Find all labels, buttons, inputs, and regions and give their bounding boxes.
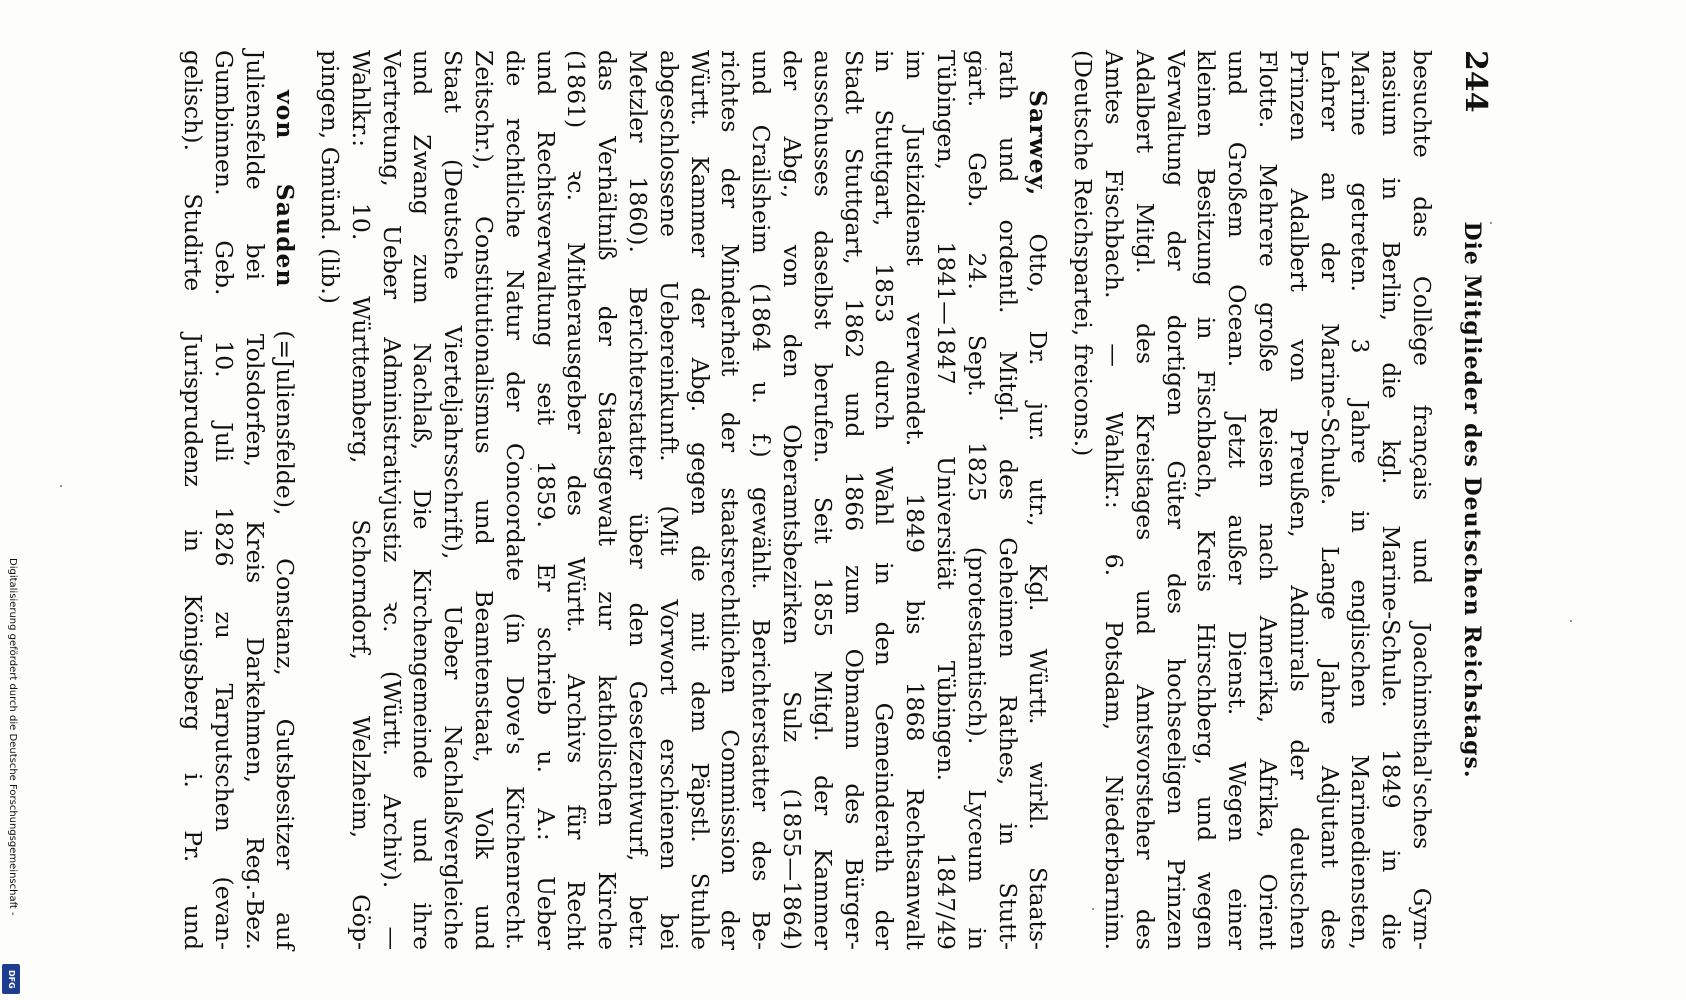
text-line: in Stuttgart, 1853 durch Wahl in den Gemeinderath der	[870, 50, 899, 950]
text-line: pingen, Gmünd. (lib.)	[316, 50, 345, 304]
text-line: richtes der Minderheit der staatsrechtlichen Commission der	[716, 50, 745, 950]
entry-heading-line	[270, 50, 301, 950]
dfg-logo	[2, 964, 20, 994]
entry-name: von Sauden	[271, 90, 300, 288]
text-line: Württ. Kammer der Abg. gegen die mit dem Päpstl. Stuhle	[685, 50, 714, 950]
credit-text: Digitalisierung gefördert durch die Deutsche Forschungsgemeinschaft -	[7, 558, 18, 916]
text-line: Gumbinnen. Geb. 10. Juli 1826 zu Tarputschen (evan-	[209, 50, 238, 950]
text-line: rath und ordentl. Mitgl. des Geheimen Rathes, in Stutt-	[993, 50, 1022, 950]
text-line: besuchte das Collège français und Joachimsthal'sches Gym-	[1408, 50, 1436, 950]
text-line: Adalbert Mitgl. des Kreistages und Amtsvorsteher des	[1130, 50, 1159, 950]
text-line: abgeschlossene Uebereinkunft. (Mit Vorwort erschienen bei	[654, 50, 683, 950]
text-line: Zeitschr.), Constitutionalismus und Beamtenstaat, Volk und	[470, 50, 499, 950]
text-line: Tübingen, 1841—1847 Universität Tübingen. 1847/49	[932, 50, 961, 950]
text-line: gart. Geb. 24. Sept. 1825 (protestantisch). Lyceum in	[962, 50, 991, 950]
intro-paragraph	[1067, 50, 1437, 950]
text-line: gelisch). Studirte Jurisprudenz in Königsberg i. Pr. und	[178, 50, 207, 950]
text-line: Flotte. Mehrere große Reisen nach Amerika, Afrika, Orient	[1254, 50, 1283, 950]
text-line: (1861) ꝛc. Mitherausgeber des Württ. Archivs für Recht	[562, 50, 591, 950]
text-line: ausschusses daselbst berufen. Seit 1855 Mitgl. der Kammer	[808, 50, 837, 950]
running-title: Die Mitglieder des Deutschen Reichstags.	[1459, 221, 1485, 779]
running-head	[1453, 50, 1493, 950]
text-line: Stadt Stuttgart, 1862 und 1866 zum Obmann des Bürger-	[839, 50, 868, 950]
text-line: Lehrer an der Marine-Schule. Lange Jahre Adjutant des	[1315, 50, 1344, 950]
text-line: und Zwang zum Nachlaß, Die Kirchengemeinde und ihre	[408, 50, 437, 950]
text-line: Vertretung, Ueber Administrativjustiz ꝛc. (Württ. Archiv). —	[377, 50, 406, 950]
page-number: 244	[1458, 50, 1493, 113]
text-line: Amtes Fischbach. — Wahlkr.: 6. Potsdam, Niederbarnim.	[1100, 50, 1129, 950]
entry-heading-rest: Otto, Dr. jur. utr., Kgl. Württ. wirkl. Staats-	[1024, 196, 1053, 950]
scan-speck	[60, 485, 62, 487]
scan-speck	[1570, 620, 1572, 622]
text-line: kleinen Besitzung in Fischbach, Kreis Hirschberg, und wegen	[1192, 50, 1221, 950]
text-line: das Verhältniß der Staatsgewalt zur katholischen Kirche	[593, 50, 622, 950]
text-line: und Großem Ocean. Jetzt außer Dienst. Wegen einer	[1223, 50, 1252, 950]
entry-heading-rest: (=Juliensfelde), Constanz, Gutsbesitzer auf	[271, 287, 300, 950]
entry-heading-line	[1023, 50, 1054, 950]
text-line: Prinzen Adalbert von Preußen, Admirals der deutschen	[1284, 50, 1313, 950]
entry-sarwey	[314, 50, 1053, 950]
entry-sauden	[177, 50, 300, 950]
text-line: Verwaltung der dortigen Güter des hochseeligen Prinzen	[1161, 50, 1190, 950]
text-line: Marine getreten. 3 Jahre in englischen Marinediensten,	[1346, 50, 1375, 950]
page-body	[177, 50, 1437, 950]
dfg-logo-text: DFG	[7, 969, 16, 989]
text-line: nasium in Berlin, die kgl. Marine-Schule. 1849 in die	[1377, 50, 1406, 950]
text-line: Staat (Deutsche Vierteljahrsschrift), Ueber Nachlaßvergleiche	[439, 50, 468, 950]
rotated-document-page	[178, 50, 1493, 950]
text-line: und Crailsheim (1864 u. f.) gewählt. Berichterstatter des Be-	[747, 50, 776, 950]
text-line: im Justizdienst verwendet. 1849 bis 1868 Rechtsanwalt	[901, 50, 930, 950]
entry-name: Sarwey,	[1024, 90, 1053, 197]
text-line: die rechtliche Natur der Concordate (in Dove's Kirchenrecht.	[500, 50, 529, 950]
text-line: und Rechtsverwaltung seit 1859. Er schrieb u. A.: Ueber	[531, 50, 560, 950]
digitization-credit	[0, 560, 23, 1000]
text-line: Juliensfelde bei Tolsdorfen, Kreis Darkehmen, Reg.-Bez.	[240, 50, 269, 950]
text-line: (Deutsche Reichspartei, freicons.)	[1069, 50, 1098, 457]
text-line: Wahlkr.: 10. Württemberg, Schorndorf, Welzheim, Göp-	[346, 50, 375, 950]
text-line: der Abg., von den Oberamtsbezirken Sulz (1855—1864)	[778, 50, 807, 950]
text-line: Metzler 1860). Berichterstatter über den Gesetzentwurf, betr.	[624, 50, 653, 950]
